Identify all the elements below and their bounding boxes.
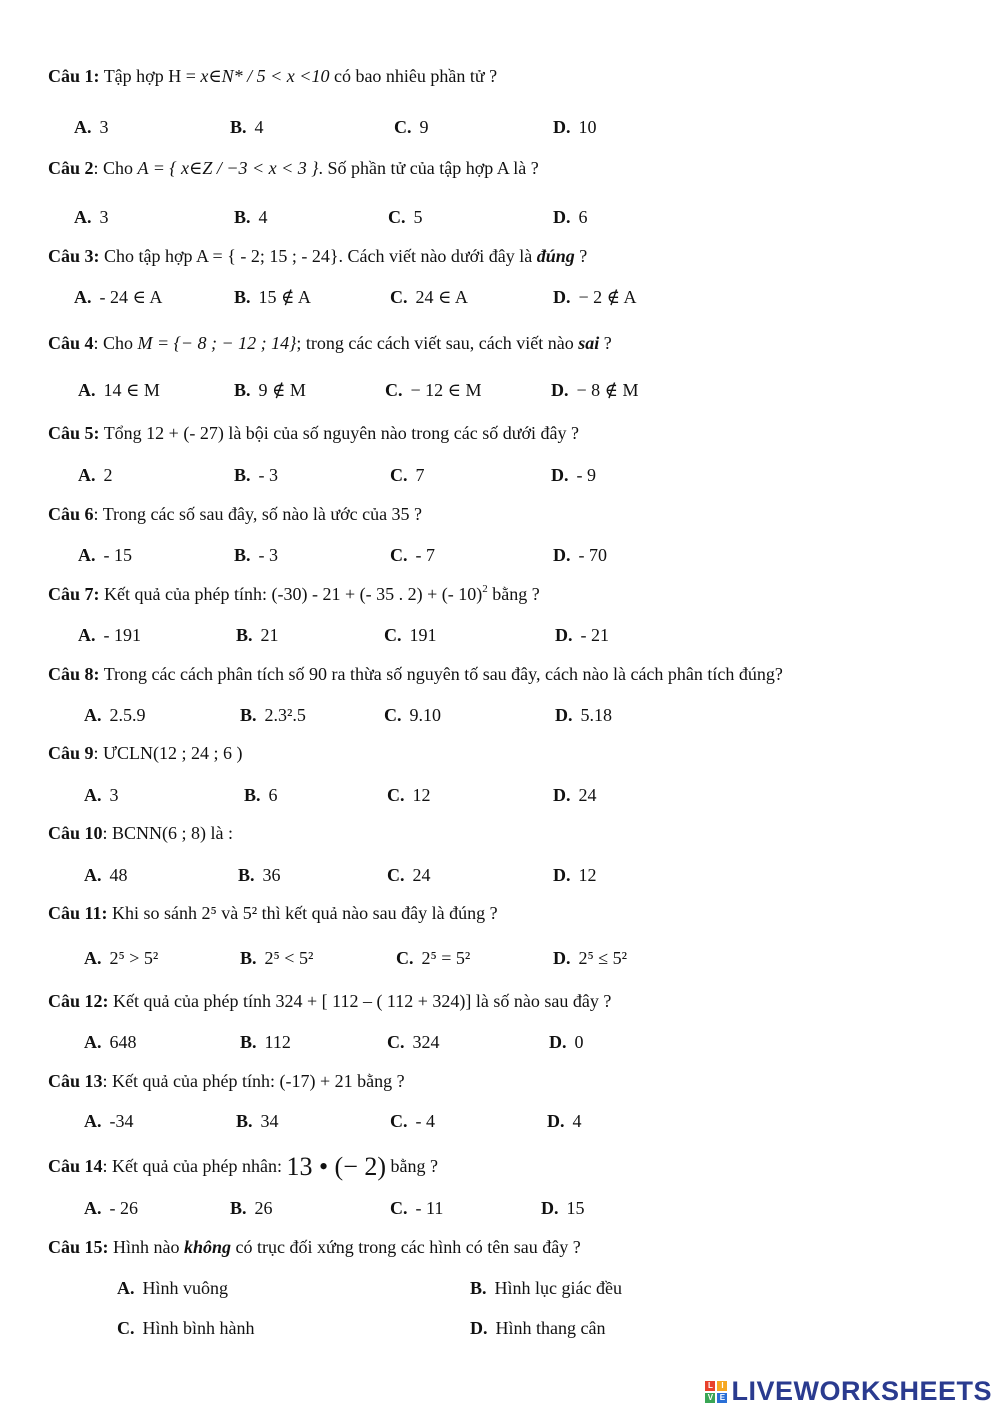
- answer-value: − 8 ∉ M: [576, 380, 639, 400]
- answer-key: C.: [384, 705, 402, 725]
- question-text: bằng ?: [386, 1156, 439, 1176]
- answer-key: C.: [390, 465, 408, 485]
- answer-option-d: [553, 287, 636, 308]
- answer-option-a: [84, 1032, 137, 1053]
- answer-value: 12: [412, 785, 431, 805]
- question-text: ; trong các cách viết sau, cách viết nào: [296, 333, 579, 353]
- question-label: Câu 12:: [48, 991, 109, 1011]
- answer-key: A.: [84, 948, 102, 968]
- answer-value: 6: [268, 785, 278, 805]
- answer-value: 34: [260, 1111, 279, 1131]
- answer-option-c: [390, 1198, 443, 1219]
- answer-key: B.: [244, 785, 261, 805]
- question-text: : Cho: [93, 333, 138, 353]
- answer-value: - 191: [103, 625, 141, 645]
- question-2: [48, 158, 539, 179]
- answer-value: 0: [574, 1032, 584, 1052]
- answer-key: C.: [388, 207, 406, 227]
- answer-option-c: [388, 207, 423, 228]
- answer-option-c: [387, 1032, 440, 1053]
- answer-value: 15 ∉ A: [258, 287, 311, 307]
- answer-key: D.: [555, 625, 573, 645]
- answer-value: Hình bình hành: [142, 1318, 255, 1338]
- answer-value: − 2 ∉ A: [578, 287, 637, 307]
- answer-value: - 9: [576, 465, 596, 485]
- answer-value: 5.18: [580, 705, 612, 725]
- answer-option-b: [234, 545, 278, 566]
- question-text: có trục đối xứng trong các hình có tên sau đây ?: [231, 1237, 581, 1257]
- answer-option-c: [396, 948, 470, 969]
- question-text: ?: [599, 333, 612, 353]
- logo-tile: E: [717, 1393, 727, 1403]
- answer-option-d: [547, 1111, 582, 1132]
- answer-option-d: [553, 865, 597, 886]
- answer-value: - 24 ∈ A: [99, 287, 163, 307]
- question-14: [48, 1152, 438, 1182]
- question-8: [48, 664, 783, 685]
- answer-value: - 3: [258, 465, 279, 485]
- answer-value: 2⁵ = 5²: [421, 948, 471, 968]
- answer-option-b: [244, 785, 278, 806]
- question-text: bằng ?: [487, 584, 540, 604]
- answer-value: 4: [254, 117, 264, 137]
- question-text: Cho tập hợp A = { - 2; 15 ; - 24}. Cách viết nào dưới đây là: [99, 246, 537, 266]
- answer-option-d: [555, 705, 612, 726]
- answer-option-d: [553, 948, 627, 969]
- answer-value: 4: [572, 1111, 582, 1131]
- answer-value: − 12 ∈ M: [410, 380, 482, 400]
- answer-option-b: [240, 1032, 291, 1053]
- answer-option-b: [234, 380, 306, 401]
- answer-value: 3: [99, 117, 109, 137]
- question-text: Hình nào: [108, 1237, 185, 1257]
- answer-key: D.: [553, 117, 571, 137]
- answer-option-c: [384, 705, 441, 726]
- answer-key: C.: [387, 785, 405, 805]
- answer-option-b: [234, 207, 268, 228]
- question-label: Câu 3:: [48, 246, 100, 266]
- answer-key: A.: [84, 865, 102, 885]
- answer-option-c: [394, 117, 429, 138]
- logo-tile: V: [705, 1393, 715, 1403]
- answer-key: B.: [234, 287, 251, 307]
- answer-key: A.: [84, 1111, 102, 1131]
- answer-key: A.: [84, 1198, 102, 1218]
- answer-option-c: [390, 465, 425, 486]
- answer-key: D.: [553, 785, 571, 805]
- answer-key: A.: [117, 1278, 135, 1298]
- answer-key: C.: [387, 865, 405, 885]
- question-text: : Cho: [93, 158, 138, 178]
- answer-value: 24: [578, 785, 597, 805]
- answer-value: 191: [409, 625, 437, 645]
- answer-option-d: [555, 625, 609, 646]
- answer-option-b: [238, 865, 281, 886]
- answer-key: D.: [553, 287, 571, 307]
- answer-value: -34: [109, 1111, 134, 1131]
- answer-value: 12: [578, 865, 597, 885]
- answer-key: A.: [78, 625, 96, 645]
- answer-option-a: [74, 287, 162, 308]
- answer-value: 7: [415, 465, 425, 485]
- question-label: Câu 14: [48, 1156, 103, 1176]
- answer-key: D.: [553, 948, 571, 968]
- answer-option-a: [84, 785, 119, 806]
- question-7: [48, 584, 540, 605]
- answer-key: A.: [78, 545, 96, 565]
- answer-key: C.: [390, 545, 408, 565]
- question-math: M = {− 8 ; − 12 ; 14}: [137, 333, 297, 353]
- answer-key: B.: [230, 1198, 247, 1218]
- answer-value: Hình thang cân: [495, 1318, 606, 1338]
- answer-option-c: [384, 625, 437, 646]
- question-9: [48, 743, 242, 764]
- question-3: [48, 246, 587, 267]
- answer-value: 21: [260, 625, 279, 645]
- answer-option-a: [84, 705, 146, 726]
- answer-option-b: [230, 117, 264, 138]
- question-5: [48, 423, 579, 444]
- answer-value: 648: [109, 1032, 137, 1052]
- answer-key: D.: [551, 380, 569, 400]
- question-text: có bao nhiêu phần tử ?: [329, 66, 498, 86]
- answer-option-a: [117, 1278, 228, 1299]
- question-emphasis: sai: [578, 333, 600, 353]
- answer-value: 9.10: [409, 705, 441, 725]
- answer-value: 2⁵ > 5²: [109, 948, 159, 968]
- answer-key: B.: [236, 1111, 253, 1131]
- question-text: Kết quả của phép tính: (-30) - 21 + (- 35 . 2) + (- 10): [99, 584, 483, 604]
- question-text: : ƯCLN(12 ; 24 ; 6 ): [93, 743, 243, 763]
- answer-option-c: [390, 1111, 435, 1132]
- answer-value: 26: [254, 1198, 273, 1218]
- question-11: [48, 903, 498, 924]
- answer-key: C.: [387, 1032, 405, 1052]
- question-label: Câu 1:: [48, 66, 100, 86]
- answer-key: A.: [74, 207, 92, 227]
- question-text: : BCNN(6 ; 8) là :: [102, 823, 234, 843]
- answer-key: D.: [555, 705, 573, 725]
- answer-option-b: [236, 1111, 279, 1132]
- answer-key: A.: [84, 785, 102, 805]
- question-label: Câu 8:: [48, 664, 100, 684]
- answer-key: C.: [385, 380, 403, 400]
- question-label: Câu 4: [48, 333, 94, 353]
- answer-option-c: [387, 785, 431, 806]
- answer-value: - 3: [258, 545, 279, 565]
- answer-key: D.: [553, 207, 571, 227]
- answer-option-d: [551, 380, 638, 401]
- question-label: Câu 6: [48, 504, 94, 524]
- answer-option-c: [390, 287, 468, 308]
- answer-value: 5: [413, 207, 423, 227]
- answer-option-c: [390, 545, 435, 566]
- answer-value: 9 ∉ M: [258, 380, 306, 400]
- answer-key: B.: [234, 207, 251, 227]
- answer-value: 15: [566, 1198, 585, 1218]
- answer-option-a: [84, 1198, 138, 1219]
- answer-key: B.: [234, 545, 251, 565]
- answer-value: 9: [419, 117, 429, 137]
- answer-key: A.: [84, 705, 102, 725]
- answer-option-d: [551, 465, 596, 486]
- question-1: [48, 66, 497, 87]
- question-emphasis: đúng: [536, 246, 575, 266]
- question-label: Câu 2: [48, 158, 94, 178]
- answer-option-a: [84, 1111, 134, 1132]
- answer-key: B.: [238, 865, 255, 885]
- question-label: Câu 7:: [48, 584, 100, 604]
- answer-option-b: [230, 1198, 273, 1219]
- answer-option-b: [240, 948, 313, 969]
- question-label: Câu 10: [48, 823, 103, 843]
- answer-value: 112: [264, 1032, 291, 1052]
- answer-value: 2⁵ ≤ 5²: [578, 948, 628, 968]
- question-text: : Kết quả của phép tính: (-17) + 21 bằng ?: [102, 1071, 405, 1091]
- answer-value: - 11: [415, 1198, 444, 1218]
- answer-key: B.: [470, 1278, 487, 1298]
- question-6: [48, 504, 422, 525]
- answer-option-b: [234, 465, 278, 486]
- answer-key: D.: [541, 1198, 559, 1218]
- answer-key: A.: [84, 1032, 102, 1052]
- answer-value: - 7: [415, 545, 435, 565]
- answer-value: - 15: [103, 545, 132, 565]
- answer-option-c: [387, 865, 431, 886]
- question-label: Câu 9: [48, 743, 94, 763]
- question-math: 13 • (− 2): [286, 1152, 387, 1181]
- answer-option-a: [78, 380, 160, 401]
- question-text: Khi so sánh 2⁵ và 5² thì kết quả nào sau đây là đúng ?: [107, 903, 498, 923]
- answer-option-c: [117, 1318, 255, 1339]
- answer-option-a: [78, 545, 132, 566]
- answer-value: 2: [103, 465, 113, 485]
- answer-value: 2⁵ < 5²: [264, 948, 314, 968]
- answer-option-b: [236, 625, 279, 646]
- answer-option-c: [385, 380, 481, 401]
- question-label: Câu 5:: [48, 423, 100, 443]
- question-exponent: 2: [482, 583, 488, 595]
- answer-option-a: [84, 948, 158, 969]
- answer-value: Hình vuông: [142, 1278, 228, 1298]
- answer-key: D.: [551, 465, 569, 485]
- answer-key: C.: [390, 1198, 408, 1218]
- answer-option-d: [470, 1318, 605, 1339]
- question-emphasis: không: [184, 1237, 232, 1257]
- question-4: [48, 333, 612, 354]
- answer-option-d: [553, 785, 597, 806]
- answer-key: B.: [240, 1032, 257, 1052]
- answer-value: - 21: [580, 625, 609, 645]
- answer-value: 6: [578, 207, 588, 227]
- answer-value: 24: [412, 865, 431, 885]
- question-math: x∈N* / 5 < x <10: [200, 66, 330, 86]
- answer-option-d: [541, 1198, 585, 1219]
- question-text: Tập hợp H =: [99, 66, 201, 86]
- answer-option-a: [78, 465, 113, 486]
- answer-option-d: [553, 117, 597, 138]
- question-label: Câu 11:: [48, 903, 108, 923]
- question-text: ?: [574, 246, 588, 266]
- answer-value: 36: [262, 865, 281, 885]
- answer-value: - 26: [109, 1198, 138, 1218]
- answer-option-b: [240, 705, 306, 726]
- answer-value: 10: [578, 117, 597, 137]
- answer-option-d: [549, 1032, 584, 1053]
- question-text: Tổng 12 + (- 27) là bội của số nguyên nào trong các số dưới đây ?: [99, 423, 579, 443]
- answer-option-b: [470, 1278, 622, 1299]
- answer-value: 3: [109, 785, 119, 805]
- answer-key: D.: [547, 1111, 565, 1131]
- question-label: Câu 13: [48, 1071, 103, 1091]
- answer-value: 24 ∈ A: [415, 287, 468, 307]
- liveworksheets-logo: [705, 1376, 992, 1407]
- answer-key: C.: [390, 1111, 408, 1131]
- answer-key: B.: [240, 948, 257, 968]
- answer-value: 3: [99, 207, 109, 227]
- answer-key: B.: [234, 465, 251, 485]
- question-12: [48, 991, 611, 1012]
- question-10: [48, 823, 233, 844]
- answer-option-a: [74, 117, 109, 138]
- answer-option-a: [74, 207, 109, 228]
- answer-key: A.: [78, 465, 96, 485]
- answer-key: B.: [240, 705, 257, 725]
- question-13: [48, 1071, 405, 1092]
- answer-value: 4: [258, 207, 268, 227]
- answer-value: 14 ∈ M: [103, 380, 160, 400]
- answer-key: A.: [78, 380, 96, 400]
- question-text: . Số phần tử của tập hợp A là ?: [318, 158, 539, 178]
- answer-value: - 70: [578, 545, 607, 565]
- answer-key: D.: [553, 545, 571, 565]
- question-15: [48, 1237, 581, 1258]
- answer-option-d: [553, 545, 607, 566]
- answer-option-d: [553, 207, 588, 228]
- question-text: Kết quả của phép tính 324 + [ 112 – ( 112 + 324)] là số nào sau đây ?: [108, 991, 612, 1011]
- question-text: : Kết quả của phép nhân:: [102, 1156, 287, 1176]
- answer-key: D.: [549, 1032, 567, 1052]
- answer-key: C.: [396, 948, 414, 968]
- answer-value: - 4: [415, 1111, 435, 1131]
- question-text: : Trong các số sau đây, số nào là ước của 35 ?: [93, 504, 423, 524]
- answer-key: C.: [394, 117, 412, 137]
- answer-key: B.: [230, 117, 247, 137]
- answer-key: D.: [553, 865, 571, 885]
- logo-tile: L: [705, 1381, 715, 1391]
- question-text: Trong các cách phân tích số 90 ra thừa số nguyên tố sau đây, cách nào là cách phân tích đúng?: [99, 664, 783, 684]
- question-label: Câu 15:: [48, 1237, 109, 1257]
- answer-option-a: [84, 865, 128, 886]
- answer-key: D.: [470, 1318, 488, 1338]
- answer-value: 324: [412, 1032, 440, 1052]
- question-math: A = { x∈Z / −3 < x < 3 }: [137, 158, 319, 178]
- logo-tile: I: [717, 1381, 727, 1391]
- answer-value: Hình lục giác đều: [494, 1278, 622, 1298]
- answer-value: 2.3².5: [264, 705, 306, 725]
- answer-key: C.: [384, 625, 402, 645]
- answer-key: B.: [234, 380, 251, 400]
- answer-key: A.: [74, 117, 92, 137]
- answer-value: 2.5.9: [109, 705, 146, 725]
- liveworksheets-logo-icon: [705, 1381, 727, 1403]
- liveworksheets-brand-name: LIVEWORKSHEETS: [731, 1376, 992, 1406]
- answer-key: C.: [117, 1318, 135, 1338]
- answer-key: B.: [236, 625, 253, 645]
- answer-key: A.: [74, 287, 92, 307]
- answer-key: C.: [390, 287, 408, 307]
- answer-option-a: [78, 625, 141, 646]
- answer-option-b: [234, 287, 311, 308]
- answer-value: 48: [109, 865, 128, 885]
